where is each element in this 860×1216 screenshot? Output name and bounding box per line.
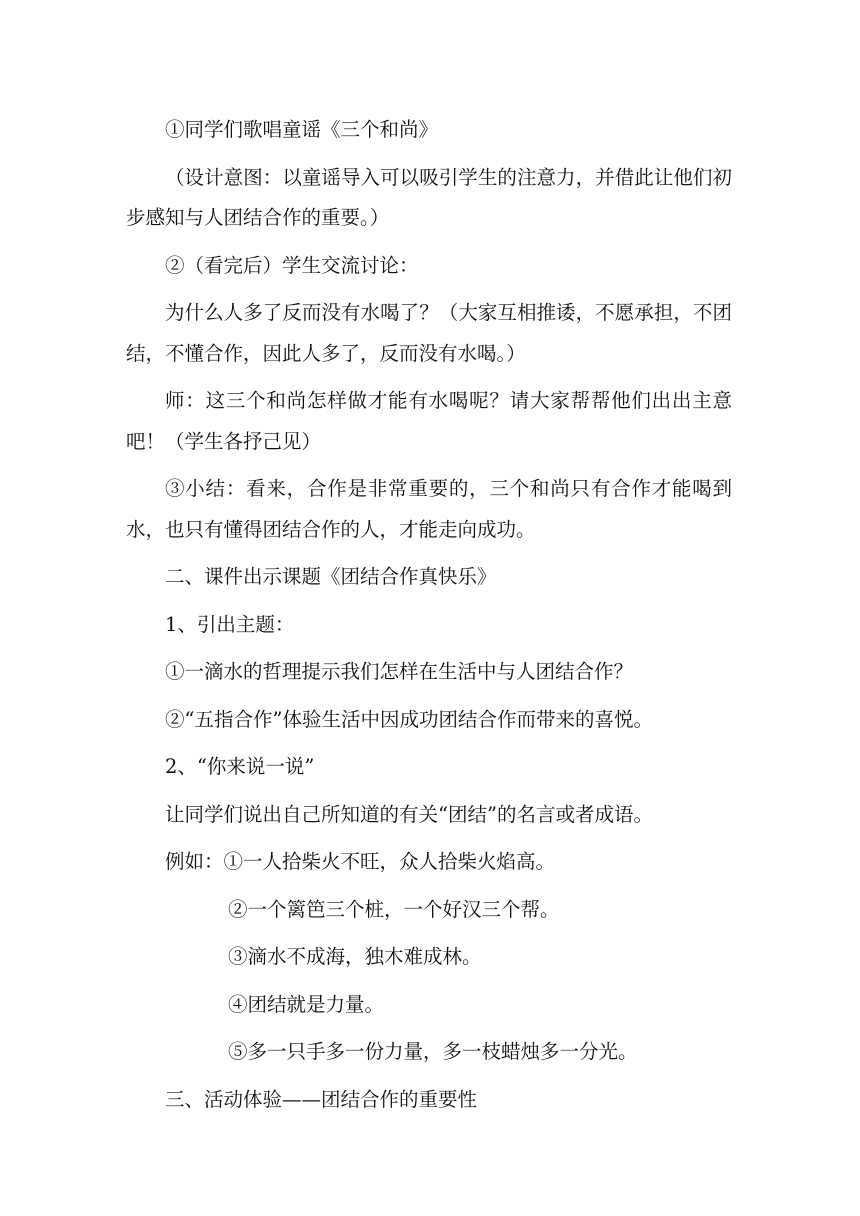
paragraph-song: ①同学们歌唱童谣《三个和尚》 xyxy=(165,118,439,141)
paragraph-summary: ③小结：看来，合作是非常重要的，三个和尚只有合作才能喝到水，也只有懂得团结合作的人，才能走向成功。 xyxy=(126,477,732,541)
example-item: ③滴水不成海，独木难成林。 xyxy=(228,945,482,968)
example-item: ④团结就是力量。 xyxy=(228,992,385,1016)
heading-topic: 1、引出主题： xyxy=(165,612,295,636)
example-item: ②一个篱笆三个桩，一个好汉三个帮。 xyxy=(228,897,560,921)
paragraph-instruction: 让同学们说出自己所知道的有关“团结”的名言或者成语。 xyxy=(165,802,653,826)
paragraph-teacher: 师：这三个和尚怎样做才能有水喝呢？请大家帮帮他们出出主意吧！（学生各抒己见） xyxy=(126,389,732,453)
heading-you-say: 2、“你来说一说” xyxy=(165,755,315,778)
document-body xyxy=(126,110,732,1127)
heading-section-three: 三、活动体验——团结合作的重要性 xyxy=(165,1087,478,1111)
example-item: ⑤多一只手多一份力量，多一枝蜡烛多一分光。 xyxy=(228,1040,638,1063)
paragraph-design-intent: （设计意图：以童谣导入可以吸引学生的注意力，并借此让他们初步感知与人团结合作的重要。） xyxy=(126,165,732,229)
list-item-water-drop: ①一滴水的哲理提示我们怎样在生活中与人团结合作？ xyxy=(165,660,634,683)
list-item-five-fingers: ②“五指合作”体验生活中因成功团结合作而带来的喜悦。 xyxy=(165,707,653,731)
heading-section-two: 二、课件出示课题《团结合作真快乐》 xyxy=(165,565,497,588)
paragraph-question: 为什么人多了反而没有水喝了？（大家互相推诿，不愿承担，不团结，不懂合作，因此人多了，反而没有水喝。） xyxy=(126,301,732,365)
paragraph-discussion: ②（看完后）学生交流讨论： xyxy=(165,253,419,277)
example-first: 例如：①一人拾柴火不旺，众人拾柴火焰高。 xyxy=(165,850,556,873)
